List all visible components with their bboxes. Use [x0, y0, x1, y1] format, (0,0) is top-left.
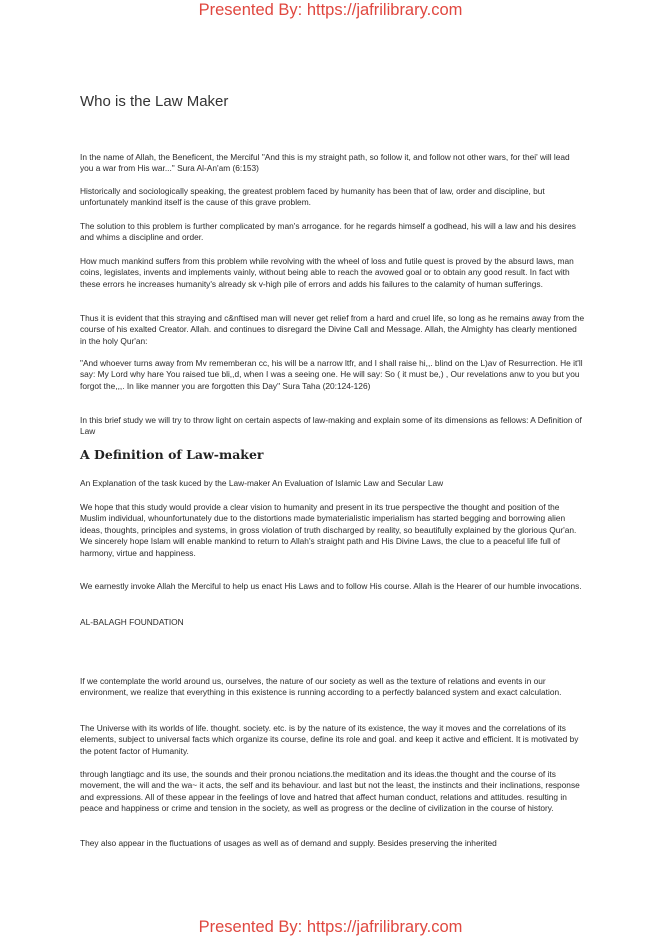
header-banner: Presented By: https://jafrilibrary.com	[198, 1, 463, 19]
signature-line: AL-BALAGH FOUNDATION	[80, 617, 184, 627]
body-paragraph: How much mankind suffers from this problem while revolving with the wheel of loss and futile quest is proved by the absurd laws, man coins, legislates, invents and implements vainly, without being able to reach the avowed goal or to obtain any good result. In fact with these errors he increases humanity's already sk v-high pile of errors and adds his failures to the calamity of human sufferings.	[80, 256, 574, 289]
body-paragraph: We hope that this study would provide a clear vision to humanity and present in its true perspective the thought and position of the Muslim individual, whounfortunately due to the distortions made bymaterialistic imperialism has started begging and borrowing alien ideas, thoughts, principles and systems, in gross violation of truth discharged by reality, so beautifully explained by the glorious Qur'an. We sincerely hope Islam will enable mankind to return to Allah's straight path and His Divine Laws, the clue to a peaceful life full of harmony, virtue and happiness.	[80, 502, 577, 558]
body-paragraph: We earnestly invoke Allah the Merciful to help us enact His Laws and to follow His course. Allah is the Hearer of our humble invocations.	[80, 581, 582, 591]
body-paragraph: Thus it is evident that this straying and c&nftised man will never get relief from a hard and cruel life, so long as he remains away from the course of his exalted Creator. Allah. and continues to disregard the Divine Call and Message. Allah, the Almighty has clearly mentioned in the holy Qur'an:	[80, 313, 585, 346]
body-paragraph: Historically and sociologically speaking, the greatest problem faced by humanity has been that of law, order and discipline, but unfortunately mankind itself is the cause of this grave problem.	[80, 186, 545, 208]
body-paragraph: The Universe with its worlds of life. thought. society. etc. is by the nature of its existence, the way it moves and the correlations of its elements, subject to universal facts which organize its course, define its role and goal. and keep it active and efficient. It is motivated by the potent factor of Humanity.	[80, 723, 579, 756]
intro-paragraph: In the name of Allah, the Beneficent, the Merciful "And this is my straight path, so follow it, and follow not other wars, for thei' will lead you a war from His war..." Sura Al-An'am (6:153)	[80, 152, 570, 174]
body-paragraph: through langtiagc and its use, the sounds and their pronou nciations.the meditation and its ideas.the thought and the course of its movement, the will and the wa~ it acts, the self and its behaviour. and last but not the least, the instincts and their inclinations, response and expressions. All of these appear in the feelings of love and hatred that affect human conduct, relations and attitudes. resulting in peace and happiness or crime and tension in the society, as well as progress or the decline of civilization in the course of history.	[80, 769, 580, 814]
section-heading: A Definition of Law-maker	[80, 447, 264, 462]
body-paragraph: In this brief study we will try to throw light on certain aspects of law-making and explain some of its dimensions as fellows: A Definition of Law	[80, 415, 582, 437]
footer-banner: Presented By: https://jafrilibrary.com	[198, 918, 463, 936]
body-paragraph: An Explanation of the task kuced by the Law-maker An Evaluation of Islamic Law and Secular Law	[80, 478, 444, 488]
quote-paragraph: "And whoever turns away from Mv rememberan cc, his will be a narrow ltfr, and I shall raise hi,,. blind on the L)av of Resurrection. He it'll say: My Lord why hare You raised tue bli,,d, when I was a seeing one. He will say: So ( it must be,) , Our revelations anw to you but you forgot the,,,. In like manner you are forgotten this Day" Sura Taha (20:124-126)	[80, 358, 583, 391]
page-title: Who is the Law Maker	[80, 93, 229, 110]
body-paragraph: If we contemplate the world around us, ourselves, the nature of our society as well as the texture of relations and events in our environment, we realize that everything in this existence is running according to a perfectly balanced system and exact calculation.	[80, 676, 562, 698]
body-paragraph: They also appear in the fluctuations of usages as well as of demand and supply. Besides preserving the inherited	[80, 838, 497, 848]
body-paragraph: The solution to this problem is further complicated by man's arrogance. for he regards himself a godhead, his will a law and his desires and whims a discipline and order.	[80, 221, 576, 243]
